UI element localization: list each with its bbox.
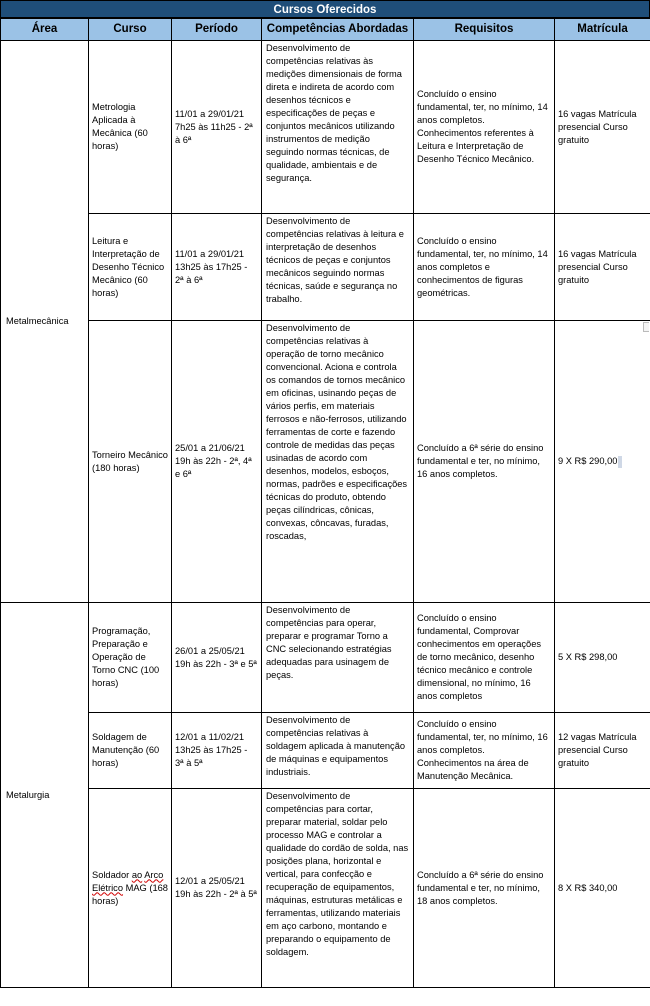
table-title: Cursos Oferecidos <box>0 0 650 18</box>
matricula-cell[interactable] <box>555 321 650 603</box>
competencias-text: Desenvolvimento de competências relativas à operação de torno mecânico convencional. Aciona e controla os comandos de tornos mecânico em oficinas, usinando peças de vários perfis, em materiais ferrosos e não-ferrosos, utilizando ferramentas de corte e fazendo controle de medidas das peças usinadas de acordo com desenhos, modelos, esboços, normas, padrões e especificações técnicas do produto, obtendo peças cilíndricas, cônicas, convexas, côncavas, furadas, roscadas, <box>266 323 408 541</box>
table-row <box>1 321 650 603</box>
competencias-cell[interactable]: Desenvolvimento de competências para cortar, preparar material, soldar pelo processo MAG e controlar a qualidade do cordão de solda, nas posições plana, horizontal e vertical, para confecção e recuperação de equipamentos, máquinas, estruturas metálicas e ferramentas, utilizando materiais em aço carbono, montando e preparando o equipamento de soldagem. <box>262 789 414 988</box>
requisitos-cell[interactable]: Concluído o ensino fundamental, ter, no mínimo, 14 anos completos e conhecimentos de figuras geométricas. <box>414 214 555 321</box>
header-periodo[interactable]: Período <box>172 19 262 41</box>
matricula-cell[interactable]: 8 X R$ 340,00 <box>555 789 650 988</box>
matricula-value: 9 X R$ 290,00 <box>558 456 618 466</box>
periodo-cell[interactable]: 11/01 a 29/01/21 7h25 às 11h25 - 2ª à 6ª <box>172 41 262 214</box>
curso-cell[interactable] <box>89 789 172 988</box>
header-row <box>1 19 650 41</box>
header-area[interactable]: Área <box>1 19 89 41</box>
periodo-cell[interactable]: 12/01 a 25/05/21 19h às 22h - 2ª à 5ª <box>172 789 262 988</box>
requisitos-cell[interactable]: Concluído o ensino fundamental, ter, no mínimo, 14 anos completos. Conhecimentos referentes à Leitura e Interpretação de Desenho Técnico Mecânico. <box>414 41 555 214</box>
curso-text: Soldador <box>92 869 132 880</box>
requisitos-cell[interactable]: Concluído a 6ª série do ensino fundamental e ter, no mínimo, 18 anos completos. <box>414 789 555 988</box>
area-cell[interactable]: Metalurgia <box>1 603 89 988</box>
periodo-cell[interactable]: 25/01 a 21/06/21 19h às 22h - 2ª, 4ª e 6ª <box>172 321 262 603</box>
requisitos-cell[interactable]: Concluído a 6ª série do ensino fundamental e ter, no mínimo, 16 anos completos. <box>414 321 555 603</box>
header-requisitos[interactable]: Requisitos <box>414 19 555 41</box>
table-row <box>1 214 650 321</box>
table-row <box>1 603 650 713</box>
curso-cell[interactable]: Torneiro Mecânico (180 horas) <box>89 321 172 603</box>
curso-cell[interactable]: Metrologia Aplicada à Mecânica (60 horas) <box>89 41 172 214</box>
competencias-cell[interactable]: Desenvolvimento de competências relativas às medições dimensionais de forma direta e indireta de acordo com desenhos técnicos e especificações de peças e conjuntos mecânicos utilizando instrumentos de medição seguindo normas técnicas, de qualidade, ambientais e de segurança. <box>262 41 414 214</box>
matricula-cell[interactable]: 12 vagas Matrícula presencial Curso gratuito <box>555 713 650 789</box>
table-row <box>1 789 650 988</box>
curso-text-flagged: ao <box>131 869 143 880</box>
curso-text: MAG (168 horas) <box>92 882 168 906</box>
header-curso[interactable]: Curso <box>89 19 172 41</box>
competencias-cell[interactable] <box>262 321 414 603</box>
matricula-cell[interactable]: 16 vagas Matrícula presencial Curso gratuito <box>555 214 650 321</box>
comment-indicator-icon[interactable] <box>643 322 649 332</box>
competencias-cell[interactable]: Desenvolvimento de competências para operar, preparar e programar Torno a CNC selecionando estratégias adequadas para usinagem de peças. <box>262 603 414 713</box>
curso-cell[interactable]: Soldagem de Manutenção (60 horas) <box>89 713 172 789</box>
curso-cell[interactable]: Programação, Preparação e Operação de Torno CNC (100 horas) <box>89 603 172 713</box>
curso-text-flagged: Arco Elétrico <box>92 869 164 893</box>
header-competencias[interactable]: Competências Abordadas <box>262 19 414 41</box>
table-row <box>1 41 650 214</box>
periodo-cell[interactable]: 26/01 a 25/05/21 19h às 22h - 3ª e 5ª <box>172 603 262 713</box>
header-matricula[interactable]: Matrícula <box>555 19 650 41</box>
periodo-cell[interactable]: 11/01 a 29/01/21 13h25 às 17h25 - 2ª à 6ª <box>172 214 262 321</box>
curso-cell[interactable]: Leitura e Interpretação de Desenho Técnico Mecânico (60 horas) <box>89 214 172 321</box>
competencias-cell[interactable]: Desenvolvimento de competências relativas à leitura e interpretação de desenhos técnicos de peças e conjuntos mecânicos seguindo normas técnicas, saúde e segurança no trabalho. <box>262 214 414 321</box>
courses-table <box>0 18 650 988</box>
area-cell[interactable]: Metalmecânica <box>1 41 89 603</box>
matricula-cell[interactable]: 16 vagas Matrícula presencial Curso gratuito <box>555 41 650 214</box>
matricula-cell[interactable]: 5 X R$ 298,00 <box>555 603 650 713</box>
periodo-cell[interactable]: 12/01 a 11/02/21 13h25 às 17h25 - 3ª à 5ª <box>172 713 262 789</box>
text-cursor-icon <box>618 456 622 468</box>
competencias-cell[interactable]: Desenvolvimento de competências relativas à soldagem aplicada à manutenção de máquinas e equipamentos industriais. <box>262 713 414 789</box>
requisitos-cell[interactable]: Concluído o ensino fundamental, Comprovar conhecimentos em operações de torno mecânico, desenho técnico mecânico e controle dimensional, no mínimo, 16 anos completos <box>414 603 555 713</box>
requisitos-cell[interactable]: Concluído o ensino fundamental, ter, no mínimo, 16 anos completos. Conhecimentos na área de Manutenção Mecânica. <box>414 713 555 789</box>
table-row <box>1 713 650 789</box>
